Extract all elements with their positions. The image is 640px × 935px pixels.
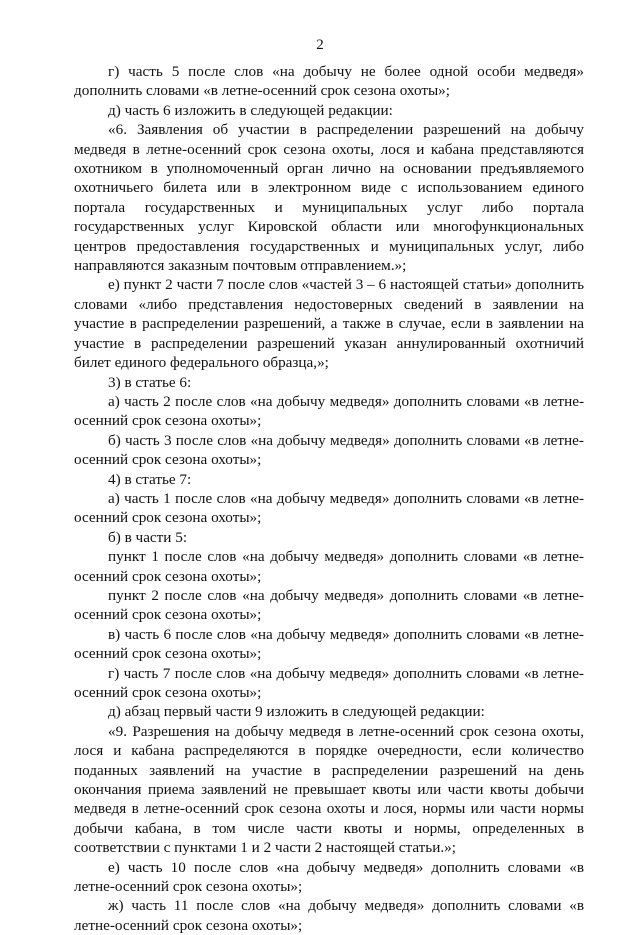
paragraph: а) часть 1 после слов «на добычу медведя» дополнить словами «в летне-осенний срок сезона охоты»; <box>74 489 584 527</box>
paragraph: д) абзац первый части 9 изложить в следующей редакции: <box>108 703 485 721</box>
paragraph: пункт 2 после слов «на добычу медведя» дополнить словами «в летне-осенний срок сезона охоты»; <box>74 586 584 624</box>
paragraph: г) часть 7 после слов «на добычу медведя» дополнить словами «в летне-осенний срок сезона охоты»; <box>74 664 584 701</box>
paragraph: пункт 1 после слов «на добычу медведя» дополнить словами «в летне-осенний срок сезона охоты»; <box>74 548 584 585</box>
paragraph: 3) в статье 6: <box>108 373 192 391</box>
paragraph: е) часть 10 после слов «на добычу медведя» дополнить словами «в летне-осенний срок сезона охоты»; <box>74 858 584 896</box>
paragraph: е) пункт 2 части 7 после слов «частей 3 – 6 настоящей статьи» дополнить словами «либо представления недостоверных сведений в заявлении на участие в распределении разрешений, а также в случае, если в заявлении на участие в распределении разрешений указан аннулированный охотничий билет единого федерального образца,»; <box>74 276 584 372</box>
paragraph: г) часть 5 после слов «на добычу не более одной особи медведя» дополнить словами «в летне-осенний срок сезона охоты»; <box>74 63 584 100</box>
paragraph: б) в части 5: <box>108 528 188 546</box>
paragraph: д) часть 6 изложить в следующей редакции: <box>108 101 393 119</box>
document-body <box>74 62 584 935</box>
paragraph: б) часть 3 после слов «на добычу медведя» дополнить словами «в летне-осенний срок сезона охоты»; <box>74 431 584 469</box>
page-number: 2 <box>316 37 324 53</box>
paragraph: «6. Заявления об участии в распределении разрешений на добычу медведя в летне-осенний срок сезона охоты, лося и кабана представляются охотником в уполномоченный орган лично на основании предъявляемого охотничьего билета или в электронном виде с использованием единого портала государственных и муниципальных услуг либо портала государственных услуг Кировской области или многофункциональных центров предоставления государственных и муниципальных услуг, либо направляются заказным почтовым отправлением.»; <box>74 121 584 275</box>
paragraph: 4) в статье 7: <box>108 470 192 488</box>
paragraph: ж) часть 11 после слов «на добычу медведя» дополнить словами «в летне-осенний срок сезона охоты»; <box>74 897 584 934</box>
paragraph: в) часть 6 после слов «на добычу медведя» дополнить словами «в летне-осенний срок сезона охоты»; <box>74 625 584 663</box>
paragraph: а) часть 2 после слов «на добычу медведя» дополнить словами «в летне-осенний срок сезона охоты»; <box>74 392 584 430</box>
paragraph: «9. Разрешения на добычу медведя в летне-осенний срок сезона охоты, лося и кабана распределяются в порядке очередности, если количество поданных заявлений на участие в распределении разрешений на день окончания приема заявлений не превышает квоты или части квоты добычи медведя в летне-осенний срок сезона охоты и лося, нормы или части нормы добычи кабана, в том числе части квоты и нормы, определенных в соответствии с пунктами 1 и 2 части 2 настоящей статьи.»; <box>74 722 584 857</box>
